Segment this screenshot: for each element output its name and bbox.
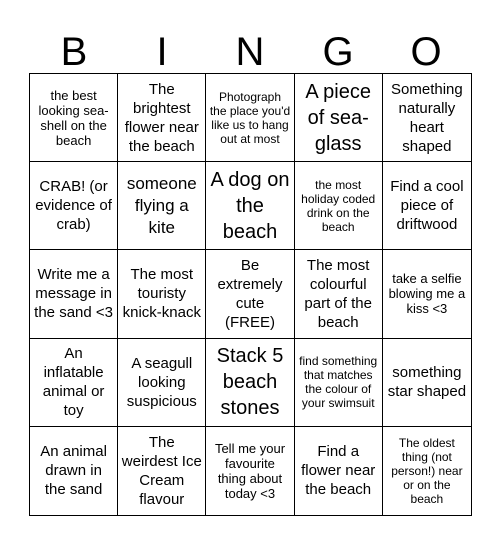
bingo-cell-text: something star shaped — [387, 364, 467, 401]
bingo-cell-r1-c1[interactable] — [30, 74, 118, 162]
bingo-cell-text: find something that matches the colour of your swimsuit — [299, 354, 378, 411]
bingo-cell-text: Stack 5 beach stones — [216, 345, 284, 420]
bingo-cell-r3-c2[interactable] — [118, 250, 206, 338]
bingo-cell-r2-c4[interactable] — [295, 162, 383, 250]
bingo-cell-text: Something naturally heart shaped — [391, 80, 463, 155]
bingo-cell-r2-c2[interactable] — [118, 162, 206, 250]
bingo-cell-text: Find a cool piece of driftwood — [390, 178, 464, 234]
header-letter-b: B — [60, 30, 88, 74]
bingo-cell-text: Find a flower near the beach — [301, 443, 376, 499]
header-letter-n: N — [235, 30, 265, 74]
bingo-cell-text: Photograph the place you'd like us to hang out at most — [209, 89, 291, 146]
bingo-cell-r5-c1[interactable] — [30, 427, 118, 515]
bingo-cell-r4-c2[interactable] — [118, 339, 206, 427]
bingo-cell-text: Be extremely cute (FREE) — [217, 256, 283, 331]
bingo-cell-r4-c3[interactable] — [206, 339, 294, 427]
bingo-cell-r3-c5[interactable] — [383, 250, 471, 338]
bingo-cell-text: The most touristy knick-knack — [122, 266, 201, 322]
bingo-cell-r5-c2[interactable] — [118, 427, 206, 515]
bingo-cell-text: Tell me your favourite thing about today <3 — [214, 440, 286, 501]
bingo-cell-text: someone flying a kite — [126, 173, 197, 237]
bingo-cell-r1-c5[interactable] — [383, 74, 471, 162]
header-letter-i: I — [156, 30, 168, 74]
bingo-cell-r2-c1[interactable] — [30, 162, 118, 250]
bingo-cell-r5-c4[interactable] — [295, 427, 383, 515]
bingo-cell-text: The most colourful part of the beach — [304, 256, 372, 331]
bingo-cell-r2-c5[interactable] — [383, 162, 471, 250]
bingo-cell-r1-c3[interactable] — [206, 74, 294, 162]
bingo-header — [30, 30, 470, 74]
bingo-cell-r3-c4[interactable] — [295, 250, 383, 338]
bingo-cell-text: The weirdest Ice Cream flavour — [121, 433, 202, 508]
bingo-cell-text: An animal drawn in the sand — [40, 443, 107, 499]
bingo-cell-r4-c4[interactable] — [295, 339, 383, 427]
bingo-cell-r3-c3[interactable] — [206, 250, 294, 338]
bingo-cell-text: A piece of sea-glass — [305, 80, 371, 155]
bingo-cell-text: The oldest thing (not person!) near or on the beach — [391, 435, 463, 506]
bingo-cell-text: the most holiday coded drink on the beach — [301, 177, 376, 234]
bingo-cell-r3-c1[interactable] — [30, 250, 118, 338]
header-letter-o: O — [410, 30, 442, 74]
bingo-cell-r2-c3[interactable] — [206, 162, 294, 250]
bingo-cell-r5-c3[interactable] — [206, 427, 294, 515]
bingo-cell-r5-c5[interactable] — [383, 427, 471, 515]
bingo-cell-text: CRAB! (or evidence of crab) — [35, 178, 112, 234]
bingo-cell-text: take a selfie blowing me a kiss <3 — [388, 271, 466, 317]
bingo-cell-r1-c4[interactable] — [295, 74, 383, 162]
bingo-cell-text: The brightest flower near the beach — [124, 80, 199, 155]
header-letter-g: G — [322, 30, 354, 74]
bingo-cell-text: the best looking sea-shell on the beach — [38, 87, 109, 148]
bingo-cell-r1-c2[interactable] — [118, 74, 206, 162]
bingo-cell-r4-c5[interactable] — [383, 339, 471, 427]
bingo-cell-text: Write me a message in the sand <3 — [34, 266, 113, 322]
bingo-cell-r4-c1[interactable] — [30, 339, 118, 427]
bingo-cell-text: An inflatable animal or toy — [42, 345, 105, 420]
bingo-cell-text: A seagull looking suspicious — [126, 354, 197, 410]
bingo-cell-text: A dog on the beach — [210, 168, 290, 243]
bingo-board — [29, 73, 472, 516]
